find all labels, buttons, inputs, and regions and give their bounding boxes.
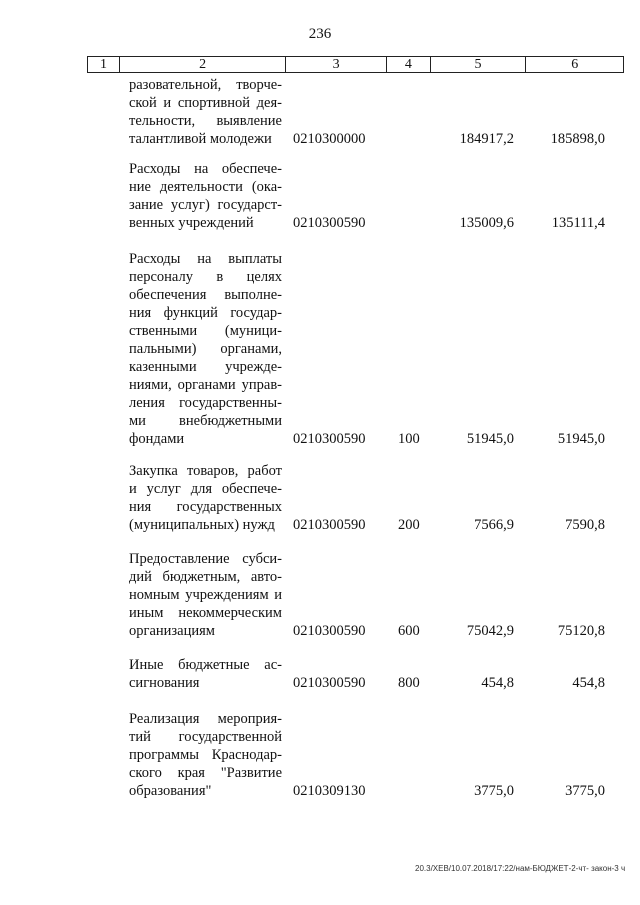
description-line: Реализация мероприя- xyxy=(129,711,282,727)
row-description xyxy=(129,76,282,148)
row-value-2018: 7566,9 xyxy=(474,517,514,533)
table-header-row xyxy=(87,56,624,73)
row-expense-type: 600 xyxy=(398,623,420,639)
row-expense-type: 800 xyxy=(398,675,420,691)
column-header-1: 1 xyxy=(88,57,120,72)
description-line: венных учреждений xyxy=(129,215,254,231)
row-code: 0210300590 xyxy=(293,431,366,447)
row-value-2019: 185898,0 xyxy=(550,131,605,147)
row-expense-type: 200 xyxy=(398,517,420,533)
description-line: номным учреждениям и xyxy=(129,587,282,603)
description-line: персоналу в целях xyxy=(129,269,282,285)
column-header-4: 4 xyxy=(387,57,431,72)
row-description xyxy=(129,710,282,800)
row-code: 0210300000 xyxy=(293,131,366,147)
row-expense-type: 100 xyxy=(398,431,420,447)
column-header-6: 6 xyxy=(571,57,579,72)
description-line: ми внебюджетными xyxy=(129,413,282,429)
description-line: тий государственной xyxy=(129,729,282,745)
column-header-5: 5 xyxy=(431,57,527,72)
description-line: пальными) органами, xyxy=(129,341,282,357)
row-value-2019: 7590,8 xyxy=(565,517,605,533)
description-line: ния функций государ- xyxy=(129,305,282,321)
description-line: зание услуг) государст- xyxy=(129,197,282,213)
row-code: 0210300590 xyxy=(293,517,366,533)
column-header-3: 3 xyxy=(286,57,387,72)
row-value-2018: 184917,2 xyxy=(459,131,514,147)
description-line: казенными учрежде- xyxy=(129,359,282,375)
description-line: Предоставление субси- xyxy=(129,551,282,567)
page-number: 236 xyxy=(308,26,332,42)
description-line: программы Краснодар- xyxy=(129,747,282,763)
description-line: ления государственны- xyxy=(129,395,282,411)
row-value-2019: 135111,4 xyxy=(551,215,605,231)
row-description xyxy=(129,550,282,640)
row-value-2018: 3775,0 xyxy=(474,783,514,799)
description-line: ской и спортивной дея- xyxy=(129,95,282,111)
row-value-2018: 51945,0 xyxy=(466,431,514,447)
description-line: талантливой молодежи xyxy=(129,131,272,147)
description-line: ственными (муници- xyxy=(129,323,282,339)
description-line: Закупка товаров, работ xyxy=(129,463,282,479)
description-line: фондами xyxy=(129,431,185,447)
description-line: ниями, органами управ- xyxy=(129,377,282,393)
description-line: образования" xyxy=(129,783,212,799)
description-line: сигнования xyxy=(129,675,200,691)
description-line: (муниципальных) нужд xyxy=(129,517,275,533)
description-line: тельности, выявление xyxy=(129,113,282,129)
row-description xyxy=(129,160,282,232)
row-code: 0210309130 xyxy=(293,783,366,799)
footer-stamp: 20.3/ХЕВ/10.07.2018/17:22/нам-БЮДЖЕТ-2-чт- закон-3 ч xyxy=(415,864,626,873)
description-line: Иные бюджетные ас- xyxy=(129,657,282,673)
row-value-2018: 135009,6 xyxy=(459,215,514,231)
row-description xyxy=(129,462,282,534)
description-line: Расходы на обеспече- xyxy=(129,161,282,177)
description-line: ние деятельности (ока- xyxy=(129,179,282,195)
row-description xyxy=(129,250,282,448)
description-line: обеспечения выполне- xyxy=(129,287,282,303)
description-line: Расходы на выплаты xyxy=(129,251,282,267)
description-line: иным некоммерческим xyxy=(129,605,282,621)
row-code: 0210300590 xyxy=(293,215,366,231)
description-line: и услуг для обеспече- xyxy=(129,481,282,497)
row-value-2019: 454,8 xyxy=(572,675,605,691)
description-line: ского края "Развитие xyxy=(129,765,282,781)
row-code: 0210300590 xyxy=(293,675,366,691)
row-value-2019: 3775,0 xyxy=(565,783,605,799)
row-value-2019: 51945,0 xyxy=(557,431,605,447)
row-description xyxy=(129,656,282,692)
row-value-2018: 75042,9 xyxy=(466,623,514,639)
description-line: дий бюджетным, авто- xyxy=(129,569,282,585)
row-value-2018: 454,8 xyxy=(481,675,514,691)
row-code: 0210300590 xyxy=(293,623,366,639)
row-value-2019: 75120,8 xyxy=(557,623,605,639)
description-line: организациям xyxy=(129,623,215,639)
description-line: разовательной, творче- xyxy=(129,77,282,93)
description-line: ния государственных xyxy=(129,499,282,515)
column-header-2: 2 xyxy=(120,57,286,72)
